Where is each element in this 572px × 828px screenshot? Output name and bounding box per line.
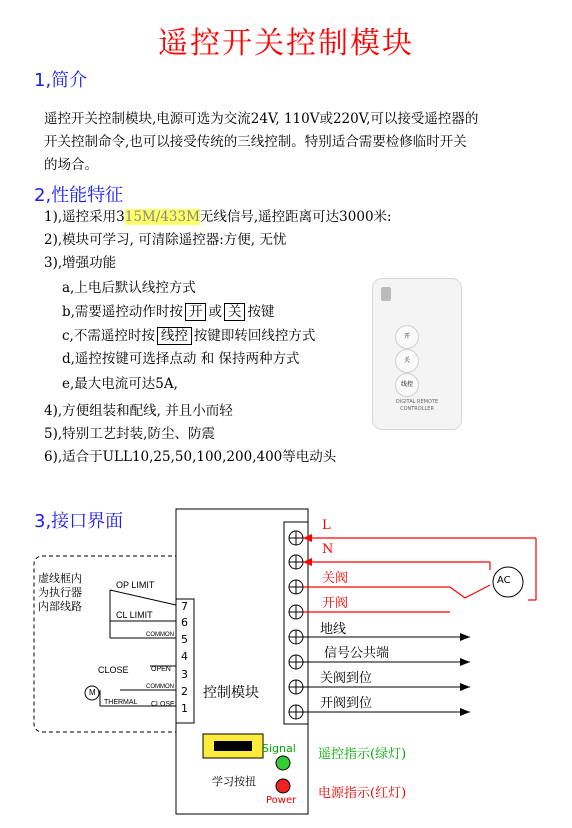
label-close-done: 关阀到位 <box>320 671 373 686</box>
power-indicator-label: 电源指示(红灯) <box>318 786 407 801</box>
signal-led-icon <box>276 756 290 770</box>
learn-button <box>214 741 252 751</box>
feature-6: 6),适合于ULL10,25,50,100,200,400等电动头 <box>44 449 337 465</box>
remote-brand-1: DIGITAL REMOTE <box>395 399 439 405</box>
feature-1-suffix: 无线信号,遥控距离可达3000米: <box>199 209 392 225</box>
sub-b-mid: 或 <box>208 304 222 320</box>
intro-line-2: 开关控制命令,也可以接受传统的三线控制。特别适合需要检修临时开关 <box>44 134 467 150</box>
key-open: 开 <box>185 303 207 321</box>
close-label: CLOSE <box>98 665 129 675</box>
feature-2: 2),模块可学习, 可清除遥控器:方便, 无忧 <box>44 232 287 248</box>
intro-line-3: 的场合。 <box>44 157 98 173</box>
sub-b-pre: b,需要遥控动作时按 <box>62 304 183 320</box>
term-7: 7 <box>181 600 188 613</box>
cl-limit-label: CL LIMIT <box>116 610 153 620</box>
remote-close-button: 关 <box>395 349 419 373</box>
dashed-note-3: 内部线路 <box>38 600 82 613</box>
interface-heading: 3,接口界面 <box>34 511 124 532</box>
learn-button-label: 学习按扭 <box>212 775 256 788</box>
signal-label: Signal <box>262 742 296 755</box>
common-2-label: COMMON <box>146 684 174 690</box>
open-small-label: OPEN <box>151 666 171 673</box>
label-L: L <box>322 518 331 533</box>
remote-indicator-label: 遥控指示(绿灯) <box>318 747 407 762</box>
sub-a: a,上电后默认线控方式 <box>62 280 196 296</box>
label-close-valve: 关阀 <box>322 571 349 586</box>
dashed-note-1: 虚线框内 <box>38 572 82 585</box>
feature-1-prefix: 1),遥控采用3 <box>44 209 125 225</box>
label-signal-common: 信号公共端 <box>324 646 390 661</box>
remote-brand-2: CONTROLLER <box>400 406 434 412</box>
motor-label: M <box>89 688 96 697</box>
key-wire: 线控 <box>157 327 192 345</box>
term-1: 1 <box>181 702 188 715</box>
intro-line-1: 遥控开关控制模块,电源可选为交流24V, 110V或220V,可以接受遥控器的 <box>44 111 479 127</box>
op-limit-label: OP LIMIT <box>116 580 155 590</box>
feature-1-highlight: 15M/433M <box>124 209 200 225</box>
remote-open-button: 开 <box>395 325 419 349</box>
key-close: 关 <box>224 303 246 321</box>
label-ground: 地线 <box>320 622 347 637</box>
sub-e: e,最大电流可达5A, <box>62 376 178 392</box>
thermal-label: THERMAL <box>104 699 138 706</box>
remote-wire-button: 线控 <box>395 373 419 397</box>
term-4: 4 <box>181 650 188 663</box>
term-5: 5 <box>181 633 188 646</box>
term-6: 6 <box>181 616 188 629</box>
power-led-icon <box>276 779 290 793</box>
close-small-label: CLOSE <box>151 701 175 708</box>
features-heading: 2,性能特征 <box>34 185 124 206</box>
ac-label: AC <box>497 575 511 586</box>
dashed-note <box>38 572 82 614</box>
dashed-note-2: 为执行器 <box>38 586 82 599</box>
label-open-valve: 开阀 <box>322 596 349 611</box>
sub-b-post: 按键 <box>247 304 275 320</box>
sub-c-post: 按键即转回线控方式 <box>193 328 316 344</box>
label-open-done: 开阀到位 <box>320 696 373 711</box>
intro-heading: 1,简介 <box>34 70 88 91</box>
page-title: 遥控开关控制模块 <box>158 26 414 61</box>
power-label: Power <box>266 795 297 806</box>
module-label: 控制模块 <box>203 685 259 701</box>
feature-4: 4),方便组装和配线, 并且小而轻 <box>44 403 233 419</box>
term-3: 3 <box>181 668 188 681</box>
common-1-label: COMMON <box>146 632 174 638</box>
sub-d: d,遥控按键可选择点动 和 保持两种方式 <box>62 351 300 367</box>
feature-5: 5),特别工艺封装,防尘、防震 <box>44 426 215 442</box>
feature-3: 3),增强功能 <box>44 255 117 271</box>
sub-c-pre: c,不需遥控时按 <box>62 328 155 344</box>
term-2: 2 <box>181 685 188 698</box>
label-N: N <box>322 542 334 557</box>
